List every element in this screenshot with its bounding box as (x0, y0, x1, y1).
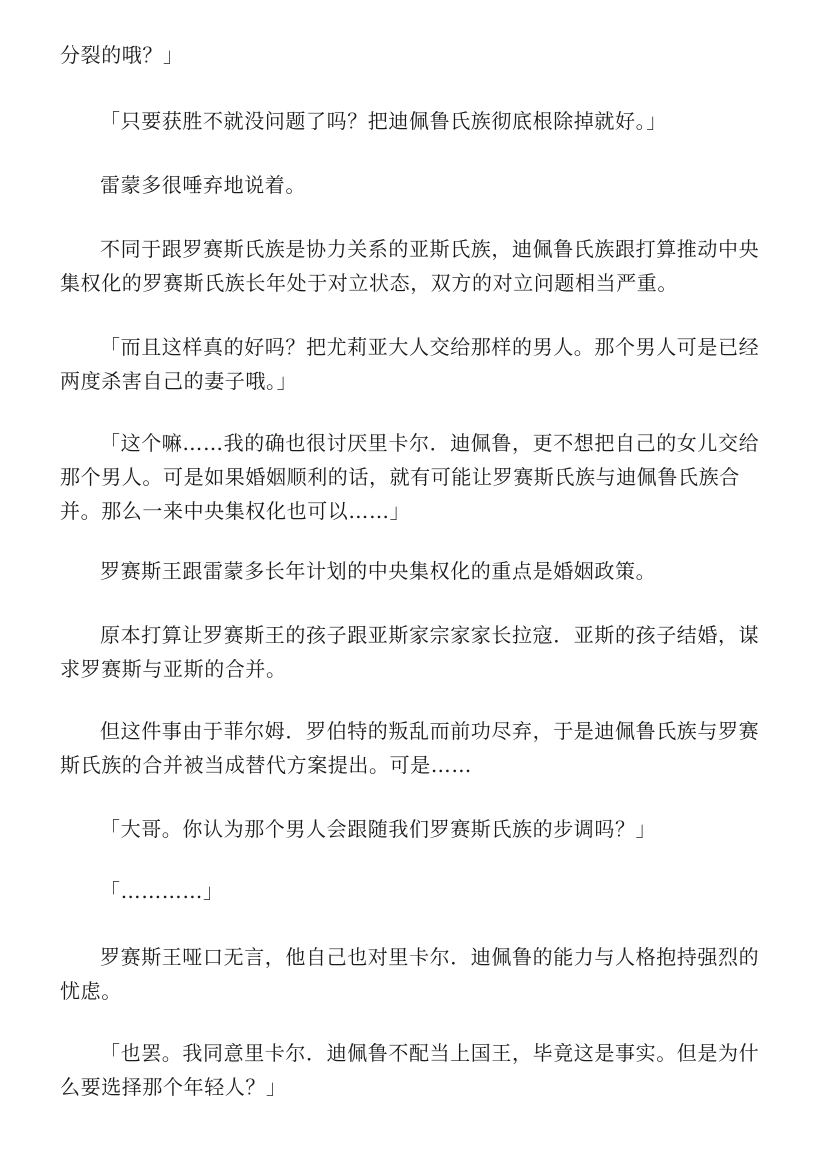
paragraph-2: 「只要获胜不就没问题了吗？把迪佩鲁氏族彻底根除掉就好。」 (100, 109, 667, 133)
paragraph-9: 但这件事由于菲尔姆．罗伯特的叛乱而前功尽弃，于是迪佩鲁氏族与罗赛斯氏族的合并被当成替代方案提出。可是…… (60, 719, 760, 777)
paragraph-4: 不同于跟罗赛斯氏族是协力关系的亚斯氏族，迪佩鲁氏族跟打算推动中央集权化的罗赛斯氏族长年处于对立状态，双方的对立问题相当严重。 (60, 237, 760, 295)
paragraph-8: 原本打算让罗赛斯王的孩子跟亚斯家宗家家长拉寇．亚斯的孩子结婚，谋求罗赛斯与亚斯的合并。 (60, 623, 760, 681)
paragraph-10: 「大哥。你认为那个男人会跟随我们罗赛斯氏族的步调吗？」 (100, 817, 657, 841)
paragraph-12: 罗赛斯王哑口无言，他自己也对里卡尔．迪佩鲁的能力与人格抱持强烈的忧虑。 (60, 945, 760, 1003)
paragraph-1: 分裂的哦？」 (60, 43, 184, 67)
paragraph-3: 雷蒙多很唾弃地说着。 (100, 173, 306, 197)
paragraph-6: 「这个嘛……我的确也很讨厌里卡尔．迪佩鲁，更不想把自己的女儿交给那个男人。可是如果婚姻顺利的话，就有可能让罗赛斯氏族与迪佩鲁氏族合并。那么一来中央集权化也可以……」 (60, 431, 760, 523)
paragraph-11: 「…………」 (100, 879, 224, 903)
paragraph-13: 「也罢。我同意里卡尔．迪佩鲁不配当上国王，毕竟这是事实。但是为什么要选择那个年轻人？」 (60, 1041, 760, 1099)
paragraph-7: 罗赛斯王跟雷蒙多长年计划的中央集权化的重点是婚姻政策。 (100, 559, 657, 583)
paragraph-5: 「而且这样真的好吗？把尤莉亚大人交给那样的男人。那个男人可是已经两度杀害自己的妻子哦。」 (60, 335, 760, 393)
